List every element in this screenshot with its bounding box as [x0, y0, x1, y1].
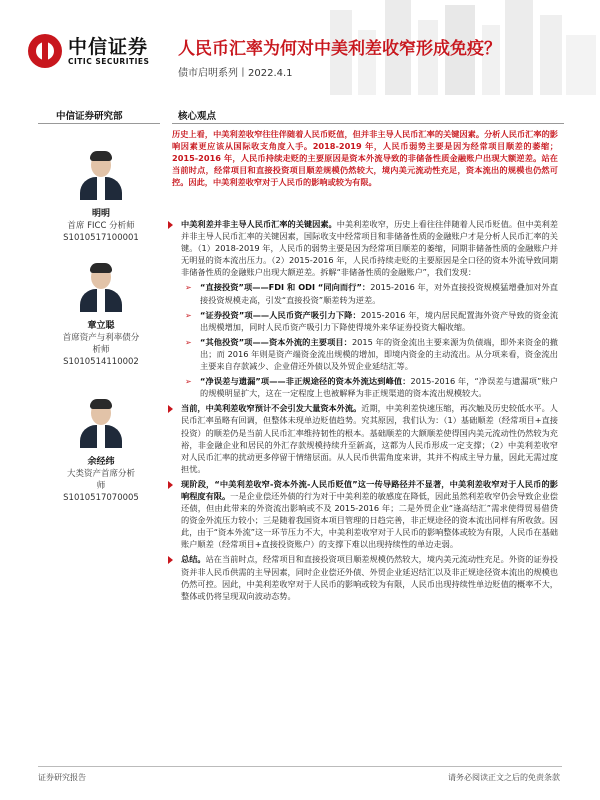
footer-disclaimer-note: 请务必阅读正文之后的免责条款: [448, 773, 560, 782]
paragraph-text: 一是企业偿还外债的行为对于中美利差的敏感度在降低，因此虽然利差收窄仍会导致企业偿还债，但由此带来的外资流出影响或不及 2015-2016 年；二是外贸企业“逢高结汇”需求使得贸易借贷的资金外流压力较小；三是随着我国资本项目管理的日趋完善，非正规途径的资本流出同样有所收敛。因此，由于“资本外流”这一环节压力不大，中美利差收窄对于人民币的影响整体或较为有限，人民币在基础账户顺差（经常项目+直接投资账户）的支撑下难以出现持续性的单边走弱。: [181, 490, 558, 550]
bullet-marker: [168, 481, 173, 489]
arrow-bullet-icon: ➢: [185, 283, 192, 293]
analyst-name: 章立聪: [87, 321, 115, 331]
paragraph-text: 近期，中美利差快速压缩，再次触及历史较低水平。人民币汇率虽略有回调，但整体未现单边贬值趋势。究其原因，我们认为：（1）基础顺差（经常项目+直接投资）的顺差仍是当前人民币汇率维持韧性的根本。基础顺差的大额顺差使得国内美元流动性仍然较为充裕，非金融企业和居民的外汇存款规模持续升至新高，这都为人民币形成一定支撑；（2）中美利差收窄对人民币汇率的扰动更多停留于情绪层面。从人民币供需角度来讲，其并不构成主导力量，因此无需过度担忧。: [181, 403, 558, 474]
paragraph-text: 站在当前时点，经常项目和直接投资项目顺差规模仍然较大，境内美元流动性充足。外资的证券投资并非人民币供需的主导因素，同时企业偿还外债、外贸企业延迟结汇以及非正规途径资本流出的规模也仍然可控。因此，中美利差收窄对于人民币的影响或较为有限，人民币出现持续性单边贬值的概率不大，整体或仍将呈现双向波动态势。: [181, 554, 558, 601]
arrow-bullet-icon: ➢: [185, 337, 192, 347]
summary-highlight: 历史上看，中美利差收窄往往伴随着人民币贬值，但并非主导人民币汇率的关键因素。分析人民币汇率的影响因素更应该从国际收支角度入手。2018-2019 年，人民币弱势主要是因为经常项目顺差的萎缩；2015-2016 年，人民币持续走贬的主要原因是资本外流导致的非储备性质金融账户出现大额逆差。站在当前时点，经常项目和直接投资项目顺差规模仍然较大，境内美元流动性充足，资本流出的规模也仍然可控。因此，中美利差收窄对于人民币的影响或较为有限。: [172, 129, 558, 188]
paragraph-lead: 中美利差并非主导人民币汇率的关键因素。: [181, 219, 337, 229]
logo-cn: 中信证券: [68, 35, 149, 58]
bullet-marker: [168, 221, 173, 229]
analyst-photo: [79, 150, 123, 200]
research-dept-title: 中信证券研究部: [56, 111, 123, 122]
report-title: 人民币汇率为何对中美利差收窄形成免疫？: [178, 39, 501, 59]
sub-text: 2015-2016 年，“净误差与遗漏项”账户的规模明显扩大，这在一定程度上也被解释为非正规渠道的资本流出规模较大。: [200, 376, 559, 399]
paragraph-text: 中美利差收窄，历史上看往往伴随着人民币贬值。但中美利差并非主导人民币汇率的关键因素，国际收支中经常项目和非储备性质的金融账户才是分析人民币汇率的关键。（1）2018-2019 年，人民币的弱势主要是因为经常项目顺差的萎缩，同期非储备性质的金融账户并无明显的资本流出压力。（2）2015-2016 年，人民币持续走贬的主要原因是全口径的资本外流导致同期非储备性质的金融账户出现大额逆差。拆解“非储备性质的金融账户”，我们发现：: [181, 219, 558, 278]
analyst-card: [40, 150, 162, 244]
paragraph-lead: 当前，中美利差收窄预计不会引发大量资本外流。: [181, 403, 362, 414]
divider-right: [172, 123, 564, 124]
analyst-photo: [79, 398, 123, 448]
analyst-id: S1010517070005: [63, 493, 139, 503]
sub-lead: “其他投资”项——资本外流的主要项目：: [200, 336, 352, 347]
citic-logo: [28, 34, 149, 68]
bullet-marker: [168, 405, 173, 413]
core-view-title: 核心观点: [178, 111, 217, 122]
section-key-factor: [172, 218, 558, 602]
citic-logo-icon: [28, 34, 62, 68]
analyst-role: 首席 FICC 分析师: [67, 221, 135, 231]
arrow-bullet-icon: ➢: [185, 310, 192, 320]
footer-divider: [38, 766, 562, 767]
report-series-date: 债市启明系列丨2022.4.1: [178, 68, 293, 79]
analyst-role: 大类资产首席分析师: [66, 469, 135, 491]
analyst-id: S1010517100001: [63, 233, 139, 243]
sub-lead: “直接投资”项——FDI 和 ODI “同向而行”：: [200, 282, 371, 293]
divider-left: [38, 123, 160, 124]
paragraph-lead: 现阶段，“中美利差收窄-资本外流-人民币贬值”这一传导路径并不显著，中美利差收窄对于人民币的影响程度有限。: [181, 478, 558, 501]
sub-text: 2015-2016 年，境内居民配置海外资产导致的资金流出规模增加，同时人民币资产吸引力下降使得境外来华证券投资大幅收缩。: [200, 309, 559, 332]
footer-report-type: 证券研究报告: [38, 773, 86, 782]
arrow-bullet-icon: ➢: [185, 377, 192, 387]
logo-en: CITIC SECURITIES: [68, 56, 150, 66]
analyst-photo: [79, 262, 123, 312]
analyst-id: S1010514110002: [63, 357, 139, 367]
sub-text: 2015 年的资金流出主要来源为负债端，即外来资金的撤出；而 2016 年则是资产端资金流出规模的增加，即境内资金的主动流出。从分项来看，资金流出主要来自存款减少、企业借还外债以及外贸企业延结汇等。: [200, 336, 558, 372]
bullet-marker: [168, 556, 173, 564]
analyst-name: 明明: [91, 209, 110, 219]
analyst-role: 首席资产与利率债分析师: [62, 333, 140, 355]
paragraph-lead: 总结。: [181, 554, 206, 565]
analyst-card: [40, 398, 162, 504]
analyst-name: 余经纬: [87, 457, 115, 467]
sub-lead: “净误差与遗漏”项——非正规途径的资本外流达到峰值：: [200, 376, 411, 387]
analyst-card: [40, 262, 162, 368]
sub-text: 2015-2016 年，对外直接投资规模猛增叠加对外直接投资规模走高，引发“直接投资”顺差转为逆差。: [200, 282, 558, 305]
sub-lead: “证券投资”项——人民币资产吸引力下降：: [200, 309, 361, 320]
